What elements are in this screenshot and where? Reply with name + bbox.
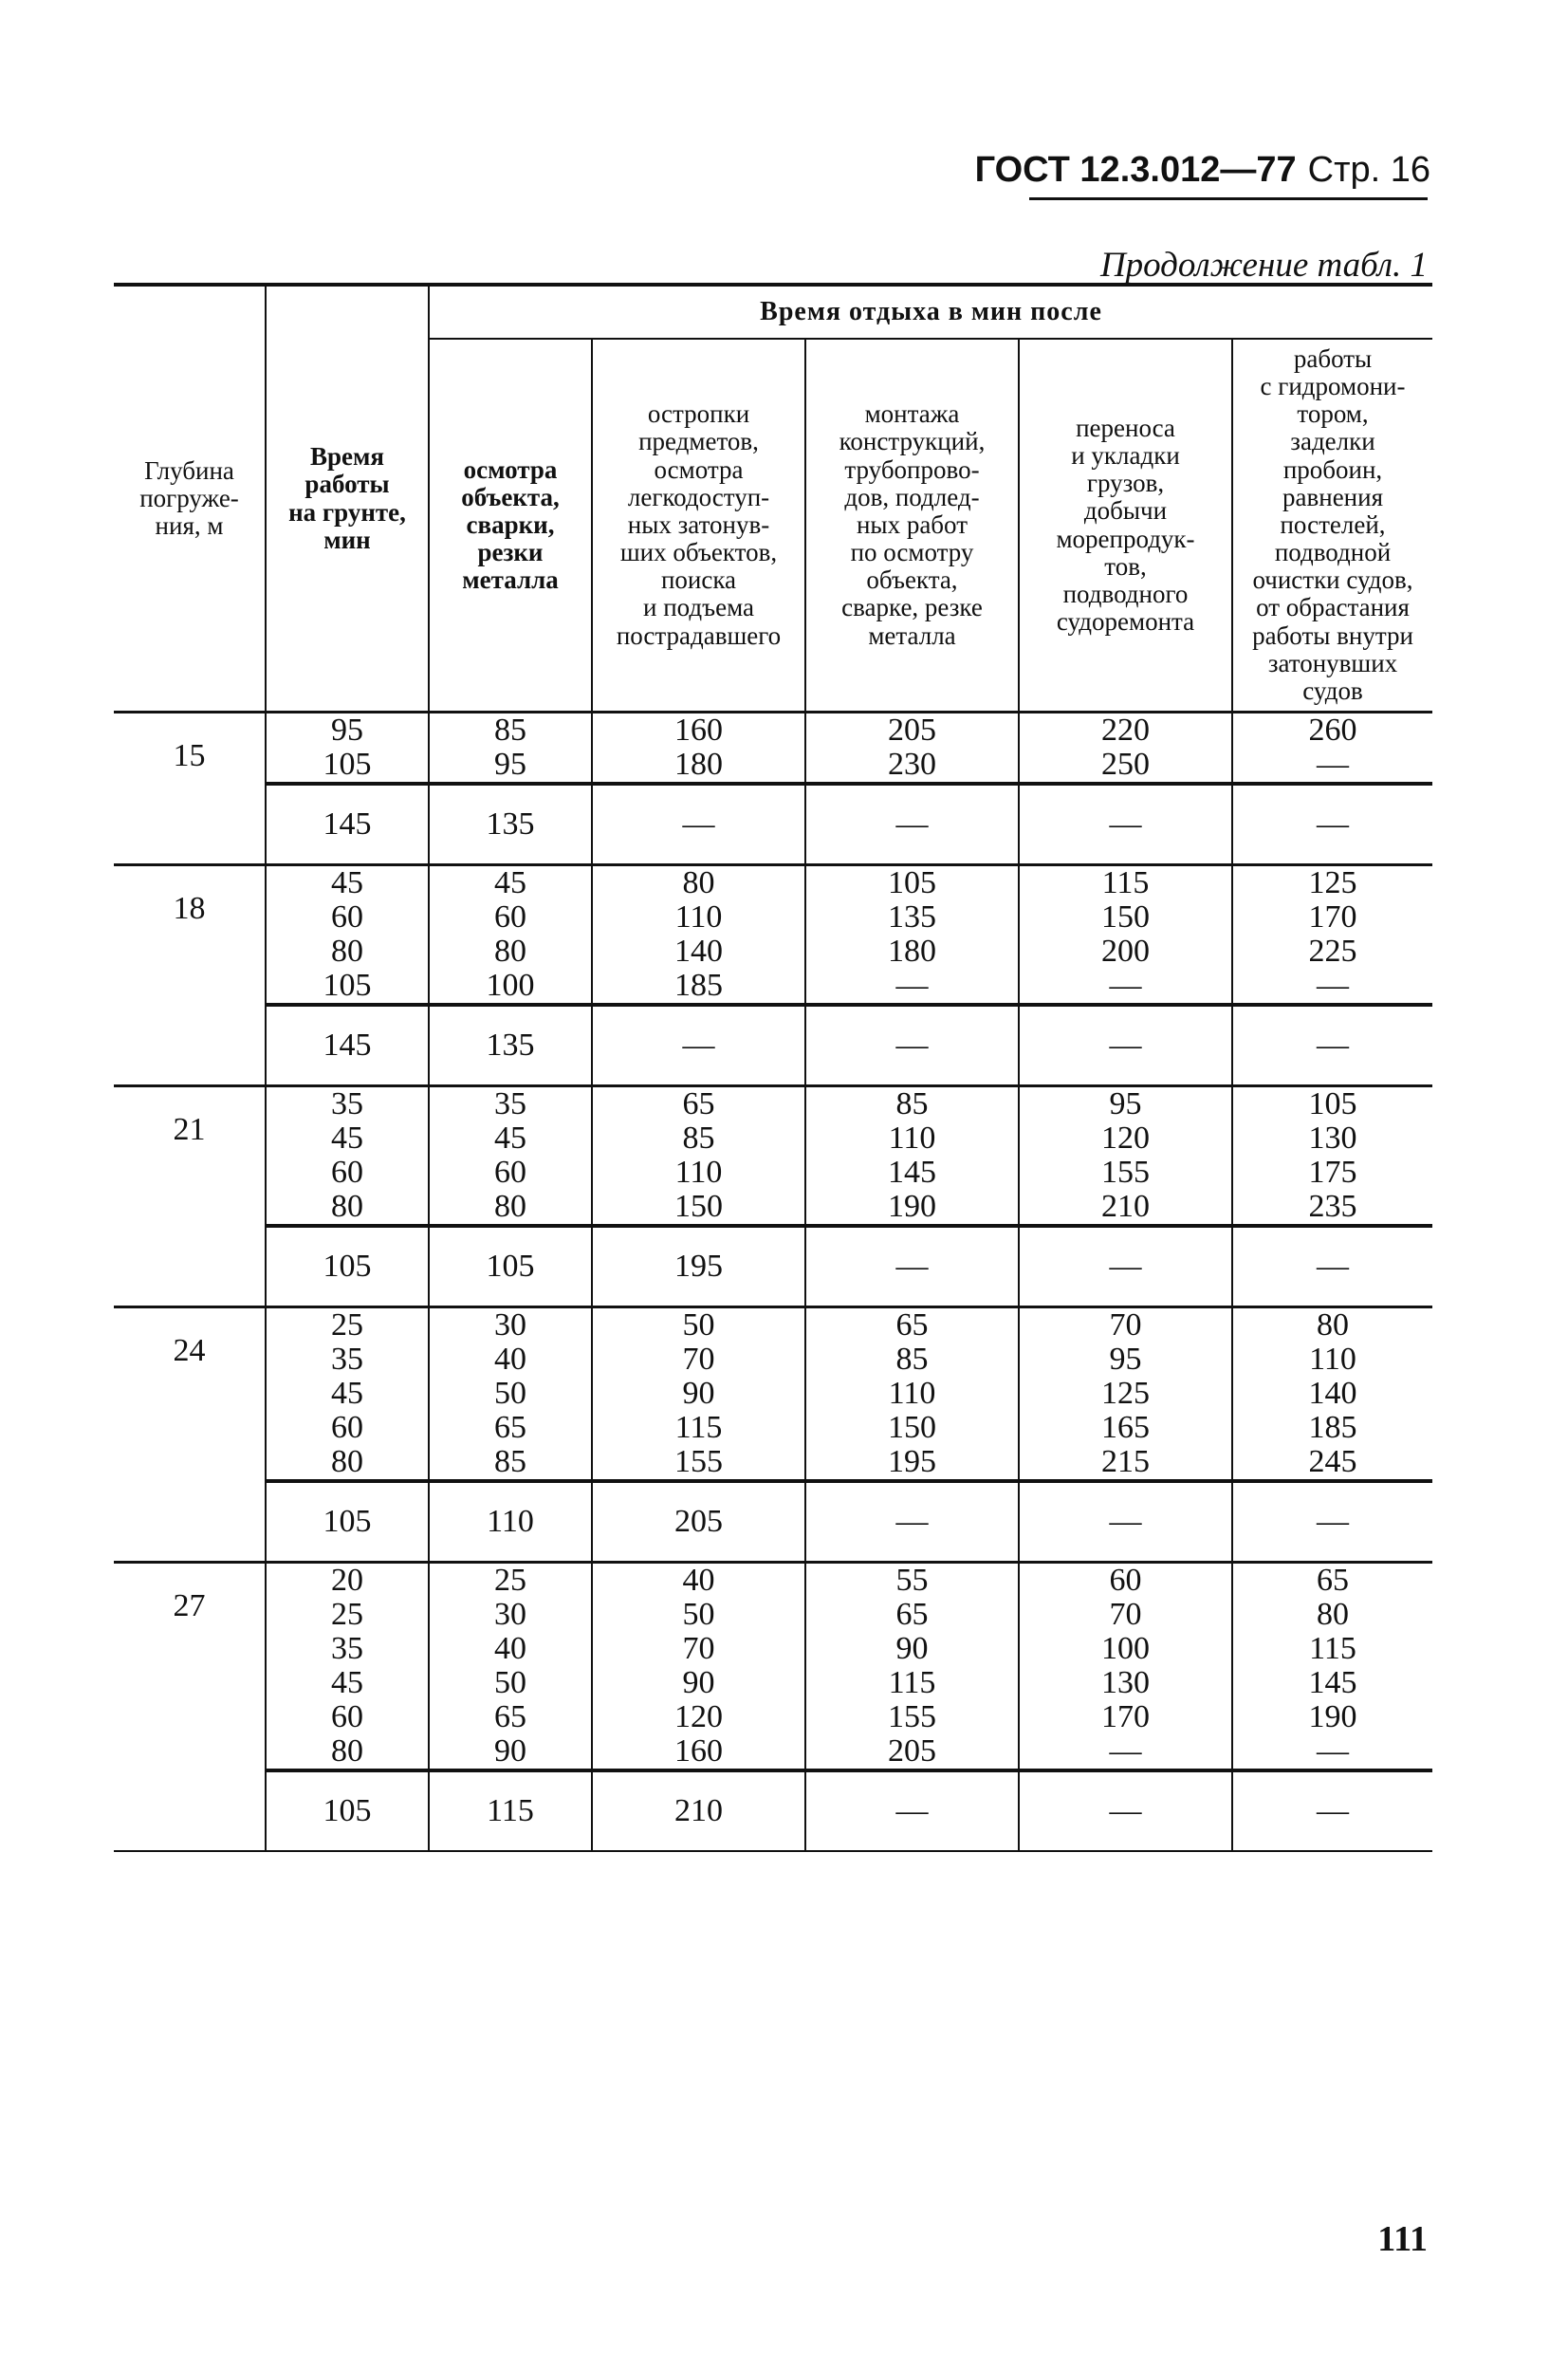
- value-cell-c5: [1232, 1086, 1432, 1227]
- header-line: сварке, резке: [841, 593, 983, 622]
- table-summary-row: [114, 784, 1432, 865]
- value-cell-c1: [429, 865, 592, 1006]
- value: 45: [331, 865, 363, 901]
- value-cell-c3: [805, 1086, 1019, 1227]
- value: 145: [1308, 1665, 1357, 1701]
- value: 215: [1101, 1444, 1150, 1480]
- header-line: работы: [1293, 344, 1373, 373]
- summary-cell: 135: [429, 1005, 592, 1086]
- value: 95: [494, 747, 526, 783]
- summary-cell: —: [1232, 784, 1432, 865]
- header-line: заделки: [1290, 427, 1375, 456]
- summary-cell: 105: [266, 1770, 429, 1851]
- value: 50: [494, 1665, 526, 1701]
- value-cell-c3: [805, 713, 1019, 785]
- header-line: сварки,: [466, 510, 555, 539]
- value: 190: [888, 1189, 936, 1225]
- value: 65: [1317, 1563, 1349, 1599]
- depth-cell: 27: [114, 1563, 266, 1852]
- value: 180: [888, 934, 936, 970]
- value: 105: [1308, 1086, 1357, 1122]
- value-cell-work: [266, 865, 429, 1006]
- table-summary-row: [114, 1005, 1432, 1086]
- value-cell-c5: [1232, 865, 1432, 1006]
- value: 230: [888, 747, 936, 783]
- summary-cell: 205: [592, 1481, 805, 1563]
- header-line: работы: [304, 470, 390, 499]
- value: 130: [1101, 1665, 1150, 1701]
- value-cell-c4: [1019, 1086, 1232, 1227]
- value: 70: [1109, 1307, 1142, 1343]
- summary-cell: —: [1232, 1770, 1432, 1851]
- summary-cell: 210: [592, 1770, 805, 1851]
- value: 130: [1308, 1121, 1357, 1157]
- value: 35: [331, 1086, 363, 1122]
- summary-cell: —: [805, 784, 1019, 865]
- header-line: резки: [477, 538, 544, 567]
- value: 160: [674, 713, 723, 749]
- summary-cell: 135: [429, 784, 592, 865]
- header-line: мин: [323, 525, 371, 554]
- header-line: грузов,: [1086, 469, 1165, 498]
- header-line: ных затонув-: [627, 510, 770, 539]
- value: 80: [494, 934, 526, 970]
- header-col-inspection: [429, 339, 592, 713]
- header-line: трубопрово-: [844, 454, 980, 484]
- value: 55: [895, 1563, 929, 1599]
- value: —: [1317, 968, 1349, 1004]
- header-line: монтажа: [864, 399, 960, 429]
- value: 165: [1101, 1410, 1150, 1446]
- value: —: [1317, 747, 1349, 783]
- value: 45: [331, 1121, 363, 1157]
- value: 90: [494, 1733, 526, 1769]
- value: 110: [674, 899, 723, 936]
- summary-cell: —: [805, 1770, 1019, 1851]
- header-line: затонувших: [1267, 648, 1398, 677]
- value: 60: [331, 1155, 363, 1191]
- summary-cell: —: [1019, 1226, 1232, 1307]
- value: 170: [1308, 899, 1357, 936]
- value: 65: [895, 1597, 929, 1633]
- value: 35: [494, 1086, 526, 1122]
- value: 205: [888, 1733, 936, 1769]
- header-line: судоремонта: [1056, 606, 1195, 636]
- value: 110: [674, 1155, 723, 1191]
- value-cell-work: [266, 1086, 429, 1227]
- value: 125: [1308, 865, 1357, 901]
- header-col-assembly: [805, 339, 1019, 713]
- header-line: дов, подлед-: [844, 482, 980, 511]
- header-line: Время: [309, 442, 384, 472]
- value: 60: [494, 899, 526, 936]
- header-line: металла: [462, 565, 559, 595]
- summary-cell: 145: [266, 1005, 429, 1086]
- header-line: осмотра: [463, 454, 558, 484]
- value: 205: [888, 713, 936, 749]
- value: 150: [888, 1410, 936, 1446]
- header-line: Глубина: [144, 455, 234, 485]
- header-line: предметов,: [638, 427, 759, 456]
- table-summary-row: [114, 1226, 1432, 1307]
- header-col-cargo: [1019, 339, 1232, 713]
- header-line: морепродук-: [1056, 524, 1195, 553]
- table-row: [114, 1563, 1432, 1771]
- value: 245: [1308, 1444, 1357, 1480]
- summary-cell: 115: [429, 1770, 592, 1851]
- header-line: ших объектов,: [619, 538, 778, 567]
- value-cell-c2: [592, 865, 805, 1006]
- value: 65: [682, 1086, 715, 1122]
- value: 85: [895, 1342, 929, 1378]
- value: 90: [895, 1631, 929, 1667]
- value: 40: [682, 1563, 715, 1599]
- value: 110: [1309, 1342, 1356, 1378]
- value: 190: [1308, 1699, 1357, 1735]
- value-cell-c5: [1232, 1307, 1432, 1482]
- summary-cell: 105: [266, 1226, 429, 1307]
- header-line: ных работ: [856, 510, 968, 539]
- value: 80: [331, 1189, 363, 1225]
- header-line: конструкций,: [839, 427, 986, 456]
- rest-time-table: [114, 283, 1432, 1852]
- value-cell-c2: [592, 1307, 805, 1482]
- value-cell-c5: [1232, 1563, 1432, 1771]
- value: 60: [331, 1699, 363, 1735]
- value: 85: [895, 1086, 929, 1122]
- summary-cell: —: [1019, 1481, 1232, 1563]
- value: 85: [682, 1121, 715, 1157]
- value: 30: [494, 1307, 526, 1343]
- summary-cell: —: [592, 1005, 805, 1086]
- summary-cell: —: [1019, 1770, 1232, 1851]
- value: 140: [674, 934, 723, 970]
- value-cell-c3: [805, 1307, 1019, 1482]
- table-row: [114, 1086, 1432, 1227]
- value: 100: [1101, 1631, 1150, 1667]
- header-line: с гидромони-: [1260, 372, 1406, 401]
- value-cell-c2: [592, 1086, 805, 1227]
- summary-cell: 105: [429, 1226, 592, 1307]
- header-line: поиска: [660, 565, 737, 595]
- depth-cell: 21: [114, 1086, 266, 1307]
- value: 70: [682, 1342, 715, 1378]
- value: 50: [494, 1376, 526, 1412]
- table-summary-row: [114, 1481, 1432, 1563]
- value: 40: [494, 1342, 526, 1378]
- value-cell-c4: [1019, 865, 1232, 1006]
- value-cell-work: [266, 1307, 429, 1482]
- header-line: остропки: [647, 399, 750, 429]
- header-line: тором,: [1297, 399, 1369, 429]
- header-line: ния, м: [155, 511, 224, 541]
- value: 25: [331, 1307, 363, 1343]
- header-line: пострадавшего: [616, 621, 782, 650]
- value: 60: [1109, 1563, 1142, 1599]
- value: 90: [682, 1376, 715, 1412]
- value-cell-c4: [1019, 1307, 1232, 1482]
- header-line: легкодоступ-: [627, 482, 770, 511]
- value: 105: [323, 968, 372, 1004]
- value: 20: [331, 1563, 363, 1599]
- value: 200: [1101, 934, 1150, 970]
- value-cell-c1: [429, 1307, 592, 1482]
- page-label: Стр. 16: [1307, 150, 1430, 190]
- header-col-slinging: [592, 339, 805, 713]
- summary-cell: —: [805, 1226, 1019, 1307]
- value: 80: [1317, 1597, 1349, 1633]
- summary-cell: —: [1019, 1005, 1232, 1086]
- header-line: добычи: [1083, 496, 1168, 526]
- value: 60: [494, 1155, 526, 1191]
- value: 220: [1101, 713, 1150, 749]
- value: 60: [331, 899, 363, 936]
- header-line: объекта,: [461, 482, 560, 511]
- value: 80: [331, 1733, 363, 1769]
- header-col-hydromonitor: [1232, 339, 1432, 713]
- value: 90: [682, 1665, 715, 1701]
- header-rest-group: Время отдыха в мин после: [429, 285, 1432, 339]
- header-line: очистки судов,: [1252, 565, 1413, 595]
- value: —: [1317, 1733, 1349, 1769]
- value: 80: [494, 1189, 526, 1225]
- value: 60: [331, 1410, 363, 1446]
- value-cell-c3: [805, 1563, 1019, 1771]
- value: 125: [1101, 1376, 1150, 1412]
- value: 50: [682, 1307, 715, 1343]
- value: 160: [674, 1733, 723, 1769]
- header-line: подводного: [1062, 579, 1189, 608]
- header-line: объекта,: [866, 565, 958, 595]
- summary-cell: 110: [429, 1481, 592, 1563]
- value: 105: [323, 747, 372, 783]
- header-line: тов,: [1104, 551, 1147, 581]
- value-cell-c3: [805, 865, 1019, 1006]
- value: 40: [494, 1631, 526, 1667]
- document-header: [975, 150, 1430, 191]
- value: 110: [888, 1121, 936, 1157]
- summary-cell: 195: [592, 1226, 805, 1307]
- table-continuation-label: Продолжение табл. 1: [1099, 246, 1428, 285]
- value: 110: [888, 1376, 936, 1412]
- value-cell-c2: [592, 1563, 805, 1771]
- header-line: и подъема: [643, 593, 754, 622]
- value: 155: [674, 1444, 723, 1480]
- summary-cell: —: [805, 1005, 1019, 1086]
- doc-code: ГОСТ 12.3.012—77: [974, 150, 1297, 190]
- value: 115: [1101, 865, 1150, 901]
- value-cell-c1: [429, 1086, 592, 1227]
- value: 225: [1308, 934, 1357, 970]
- header-line: осмотра: [654, 454, 744, 484]
- depth-cell: 24: [114, 1307, 266, 1563]
- summary-cell: 105: [266, 1481, 429, 1563]
- value: —: [895, 968, 929, 1004]
- value: —: [1109, 968, 1142, 1004]
- header-line: переноса: [1076, 413, 1175, 442]
- value: 30: [494, 1597, 526, 1633]
- header-rule: [1029, 197, 1428, 200]
- header-line: пробоин,: [1282, 454, 1383, 484]
- header-line: и укладки: [1071, 441, 1180, 471]
- value: 140: [1308, 1376, 1357, 1412]
- value: 115: [1309, 1631, 1356, 1667]
- value-cell-c1: [429, 1563, 592, 1771]
- header-line: погруже-: [139, 483, 239, 512]
- value: 150: [1101, 899, 1150, 936]
- value: 195: [888, 1444, 936, 1480]
- header-line: на грунте,: [288, 497, 406, 527]
- value: 120: [1101, 1121, 1150, 1157]
- value: 45: [494, 1121, 526, 1157]
- value: 175: [1308, 1155, 1357, 1191]
- value: 105: [888, 865, 936, 901]
- value: 185: [674, 968, 723, 1004]
- value: 95: [331, 713, 363, 749]
- table-row: [114, 1307, 1432, 1482]
- header-line: по осмотру: [850, 538, 974, 567]
- header-work-time: [266, 285, 429, 713]
- value: 115: [674, 1410, 723, 1446]
- value: 80: [331, 1444, 363, 1480]
- value: 70: [1109, 1597, 1142, 1633]
- depth-cell: 15: [114, 713, 266, 865]
- summary-cell: —: [1232, 1481, 1432, 1563]
- value: 70: [682, 1631, 715, 1667]
- value: 65: [494, 1410, 526, 1446]
- value: 100: [486, 968, 535, 1004]
- value-cell-c4: [1019, 713, 1232, 785]
- table-row: [114, 713, 1432, 785]
- value: 35: [331, 1342, 363, 1378]
- summary-cell: —: [592, 784, 805, 865]
- value: —: [1109, 1733, 1142, 1769]
- header-line: постелей,: [1280, 510, 1386, 539]
- header-line: от обрастания: [1256, 593, 1410, 622]
- header-line: работы внутри: [1252, 621, 1413, 650]
- value: 185: [1308, 1410, 1357, 1446]
- value: 95: [1109, 1086, 1142, 1122]
- value: 135: [888, 899, 936, 936]
- value: 95: [1109, 1342, 1142, 1378]
- header-depth: [114, 285, 266, 713]
- value: 45: [331, 1665, 363, 1701]
- value: 65: [895, 1307, 929, 1343]
- value-cell-c1: [429, 713, 592, 785]
- value: 170: [1101, 1699, 1150, 1735]
- value: 180: [674, 747, 723, 783]
- value: 235: [1308, 1189, 1357, 1225]
- header-line: подводной: [1274, 538, 1392, 567]
- value-cell-c5: [1232, 713, 1432, 785]
- value: 250: [1101, 747, 1150, 783]
- summary-cell: —: [805, 1481, 1019, 1563]
- value-cell-work: [266, 1563, 429, 1771]
- value: 80: [331, 934, 363, 970]
- header-line: равнения: [1282, 482, 1383, 511]
- summary-cell: 145: [266, 784, 429, 865]
- value: 65: [494, 1699, 526, 1735]
- header-line: металла: [868, 621, 956, 650]
- value: 85: [494, 1444, 526, 1480]
- header-line: судов: [1302, 676, 1363, 705]
- summary-cell: —: [1019, 784, 1232, 865]
- value: 150: [674, 1189, 723, 1225]
- value: 145: [888, 1155, 936, 1191]
- value-cell-c4: [1019, 1563, 1232, 1771]
- summary-cell: —: [1232, 1226, 1432, 1307]
- value-cell-work: [266, 713, 429, 785]
- value: 50: [682, 1597, 715, 1633]
- depth-cell: 18: [114, 865, 266, 1086]
- value: 80: [682, 865, 715, 901]
- value: 80: [1317, 1307, 1349, 1343]
- value: 35: [331, 1631, 363, 1667]
- value: 210: [1101, 1189, 1150, 1225]
- value: 45: [494, 865, 526, 901]
- page-number: 111: [1377, 2219, 1428, 2259]
- value: 25: [494, 1563, 526, 1599]
- value: 155: [1101, 1155, 1150, 1191]
- value: 25: [331, 1597, 363, 1633]
- value: 260: [1308, 713, 1357, 749]
- summary-cell: —: [1232, 1005, 1432, 1086]
- table-row: [114, 865, 1432, 1006]
- value: 85: [494, 713, 526, 749]
- table-body: [114, 713, 1432, 1852]
- value: 155: [888, 1699, 936, 1735]
- value: 115: [888, 1665, 936, 1701]
- value: 120: [674, 1699, 723, 1735]
- value: 45: [331, 1376, 363, 1412]
- value-cell-c2: [592, 713, 805, 785]
- table-summary-row: [114, 1770, 1432, 1851]
